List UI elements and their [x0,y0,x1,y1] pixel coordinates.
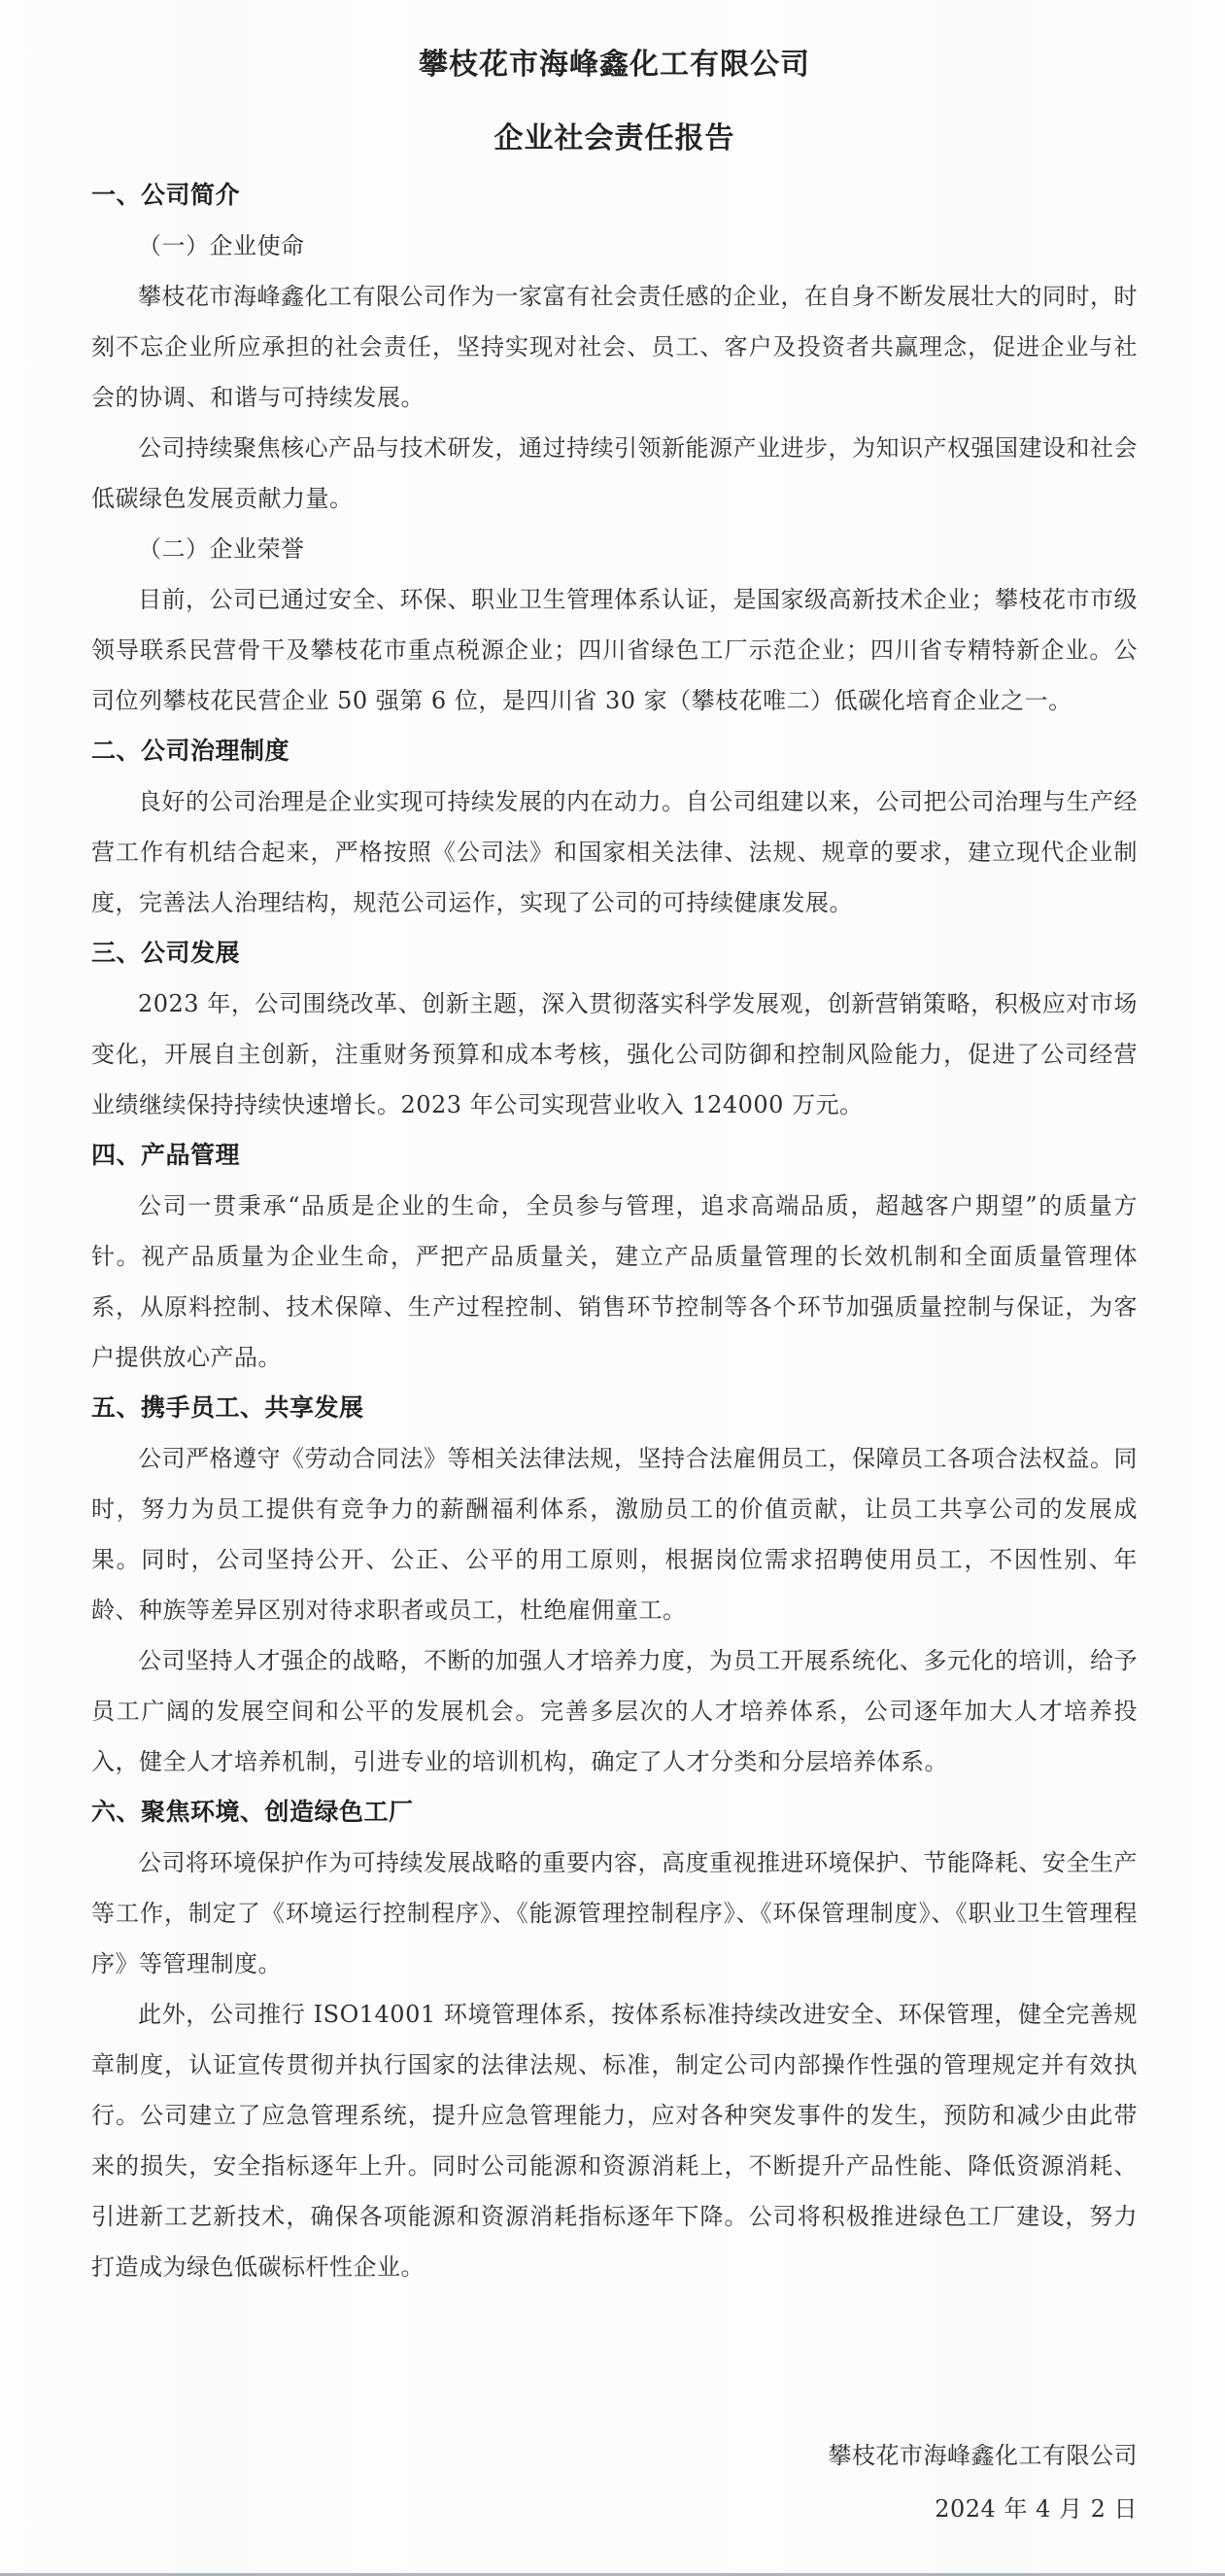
section-heading-development: 三、公司发展 [91,939,241,967]
footer-date: 2024 年 4 月 2 日 [935,2495,1138,2523]
sub-heading-corporate-mission: （一）企业使命 [138,232,305,259]
sub-heading-corporate-honors: （二）企业荣誉 [138,535,305,563]
section-heading-product-management: 四、产品管理 [91,1141,241,1169]
section-heading-employees: 五、携手员工、共享发展 [91,1393,364,1422]
paragraph-development: 2023 年，公司围绕改革、创新主题，深入贯彻落实科学发展观，创新营销策略，积极应对市场变化，开展自主创新，注重财务预算和成本考核，强化公司防御和控制风险能力，促进了公司经营业绩继续保持持续快速增长。2023 年公司实现营业收入 124000 万元。 [91,990,1138,1118]
section-heading-environment: 六、聚焦环境、创造绿色工厂 [91,1798,414,1826]
section-heading-governance: 二、公司治理制度 [91,737,290,765]
paragraph-governance: 良好的公司治理是企业实现可持续发展的内在动力。自公司组建以来，公司把公司治理与生产经营工作有机结合起来，严格按照《公司法》和国家相关法律、法规、规章的要求，建立现代企业制度，完善法人治理结构，规范公司运作，实现了公司的可持续健康发展。 [91,788,1138,916]
paragraph-honors: 目前，公司已通过安全、环保、职业卫生管理体系认证，是国家级高新技术企业；攀枝花市市级领导联系民营骨干及攀枝花市重点税源企业；四川省绿色工厂示范企业；四川省专精特新企业。公司位列攀枝花民营企业 50 强第 6 位，是四川省 30 家（攀枝花唯二）低碳化培育企业之一。 [91,586,1138,714]
paragraph-mission-2: 公司持续聚焦核心产品与技术研发，通过持续引领新能源产业进步，为知识产权强国建设和社会低碳绿色发展贡献力量。 [91,434,1138,512]
paragraph-employees-1: 公司严格遵守《劳动合同法》等相关法律法规，坚持合法雇佣员工，保障员工各项合法权益。同时，努力为员工提供有竞争力的薪酬福利体系，激励员工的价值贡献，让员工共享公司的发展成果。同时，公司坚持公开、公正、公平的用工原则，根据岗位需求招聘使用员工，不因性别、年龄、种族等差异区别对待求职者或员工，杜绝雇佣童工。 [91,1445,1138,1624]
paragraph-environment-2: 此外，公司推行 ISO14001 环境管理体系，按体系标准持续改进安全、环保管理，健全完善规章制度，认证宣传贯彻并执行国家的法律法规、标准，制定公司内部操作性强的管理规定并有效执行。公司建立了应急管理系统，提升应急管理能力，应对各种突发事件的发生，预防和减少由此带来的损失，安全指标逐年上升。同时公司能源和资源消耗上，不断提升产品性能、降低资源消耗、引进新工艺新技术，确保各项能源和资源消耗指标逐年下降。公司将积极推进绿色工厂建设，努力打造成为绿色低碳标杆性企业。 [91,2001,1138,2281]
paragraph-product-management: 公司一贯秉承“品质是企业的生命，全员参与管理，追求高端品质，超越客户期望”的质量方针。视产品质量为企业生命，严把产品质量关，建立产品质量管理的长效机制和全面质量管理体系，从原料控制、技术保障、生产过程控制、销售环节控制等各个环节加强质量控制与保证，为客户提供放心产品。 [91,1192,1138,1371]
paragraph-environment-1: 公司将环境保护作为可持续发展战略的重要内容，高度重视推进环境保护、节能降耗、安全生产等工作，制定了《环境运行控制程序》、《能源管理控制程序》、《环保管理制度》、《职业卫生管理程序》等管理制度。 [91,1849,1138,1977]
paragraph-mission-1: 攀枝花市海峰鑫化工有限公司作为一家富有社会责任感的企业，在自身不断发展壮大的同时，时刻不忘企业所应承担的社会责任，坚持实现对社会、员工、客户及投资者共赢理念，促进企业与社会的协调、和谐与可持续发展。 [91,283,1138,411]
document-footer [91,2430,1138,2534]
footer-company-name: 攀枝花市海峰鑫化工有限公司 [828,2442,1138,2469]
paragraph-employees-2: 公司坚持人才强企的战略，不断的加强人才培养力度，为员工开展系统化、多元化的培训，给予员工广阔的发展空间和公平的发展机会。完善多层次的人才培养体系，公司逐年加大人才培养投入，健全人才培养机制，引进专业的培训机构，确定了人才分类和分层培养体系。 [91,1647,1138,1775]
page-title: 攀枝花市海峰鑫化工有限公司 [419,48,810,82]
page-subtitle: 企业社会责任报告 [493,121,735,155]
section-heading-company-profile: 一、公司简介 [91,181,241,209]
document-body [91,170,1138,2292]
